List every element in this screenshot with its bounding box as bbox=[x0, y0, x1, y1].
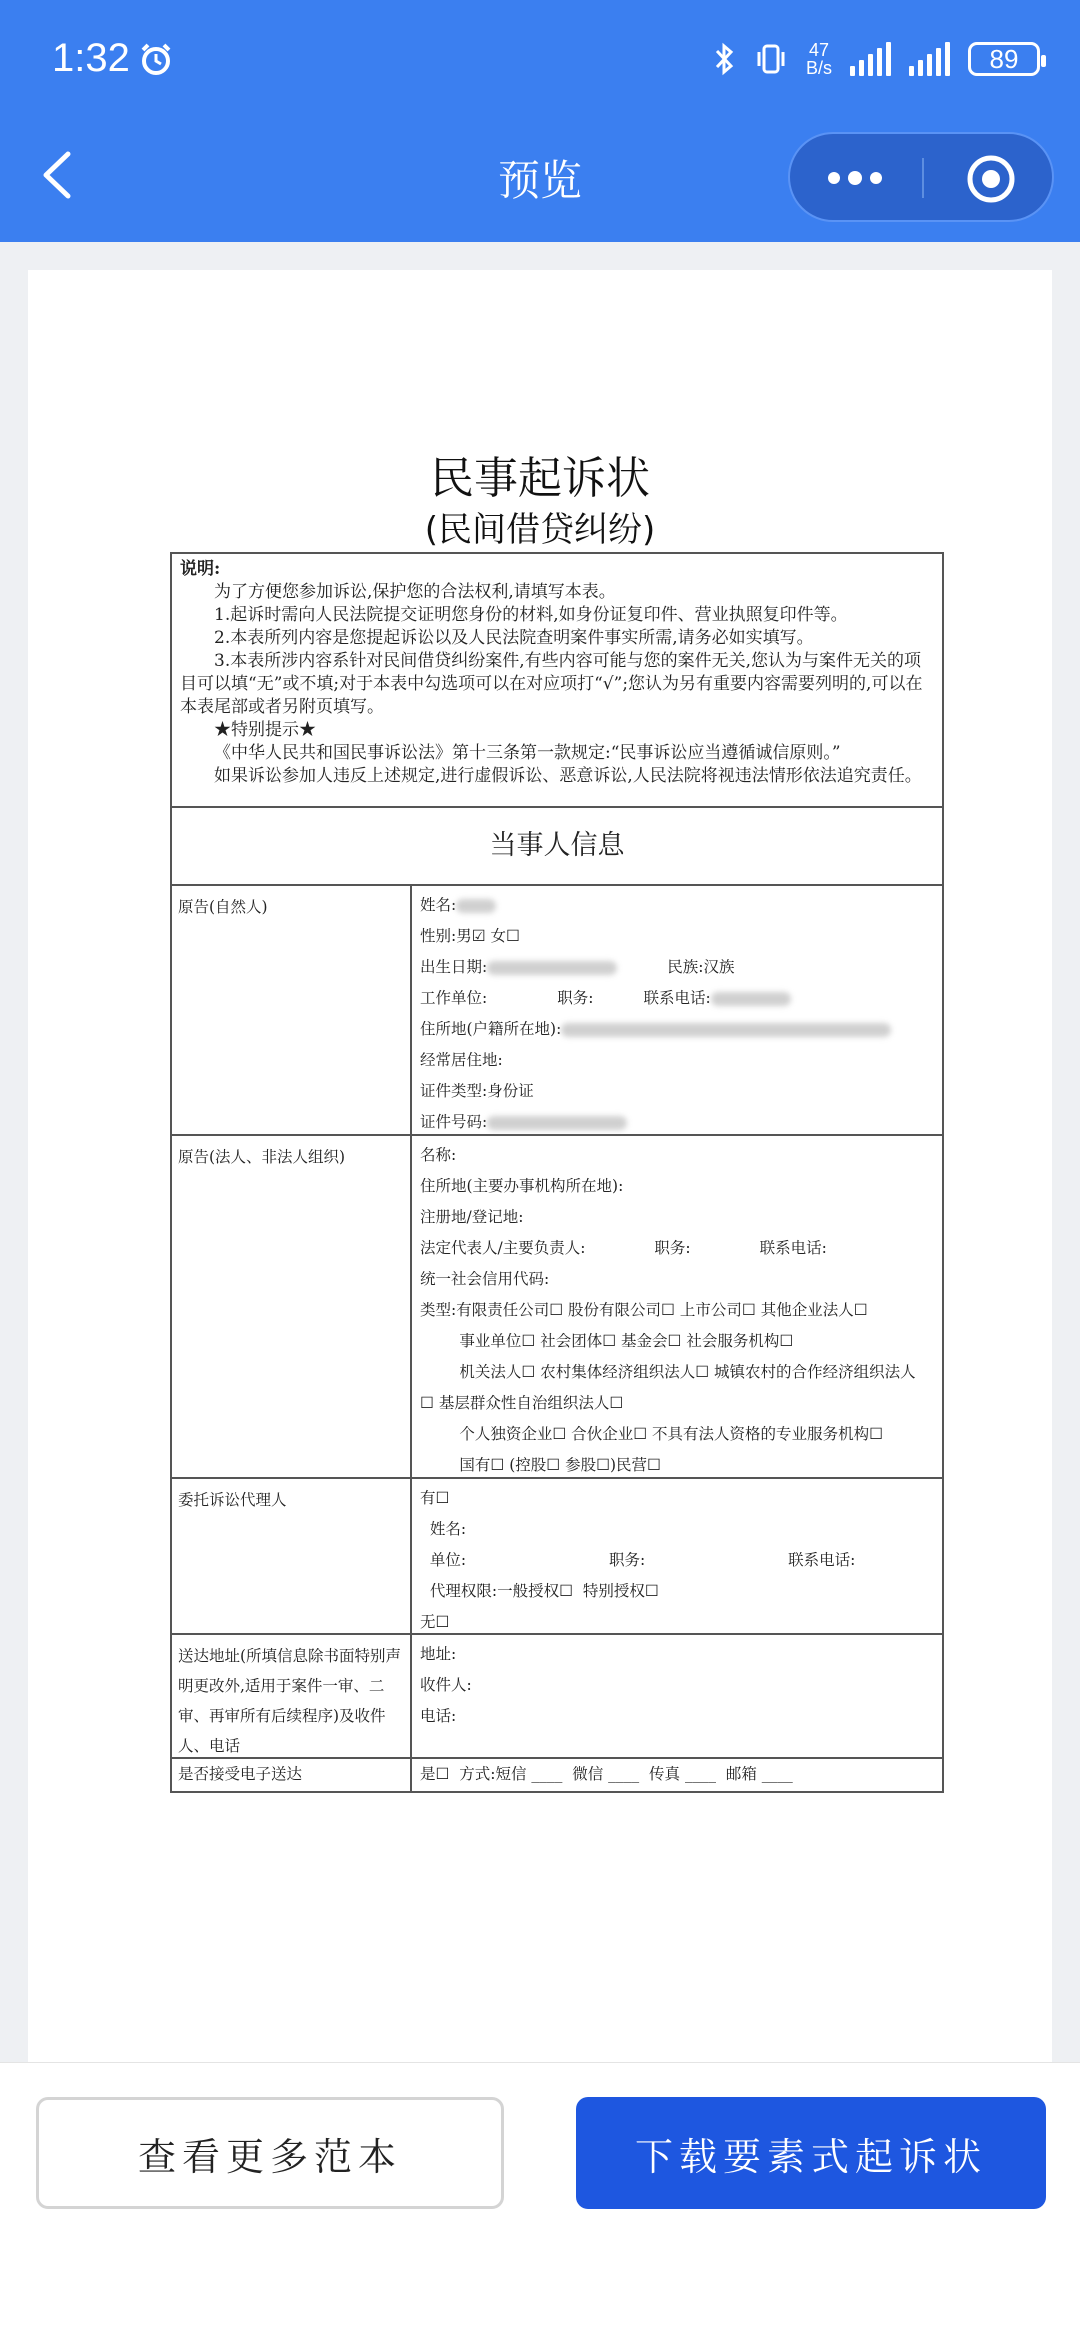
duty-field: 职务: bbox=[557, 989, 594, 1007]
section-title: 当事人信息 bbox=[172, 808, 942, 886]
close-target-icon[interactable] bbox=[966, 154, 1016, 204]
instruction-line: 为了方便您参加诉讼,保护您的合法权利,请填写本表。 bbox=[214, 582, 616, 602]
org-type-field: 国有☐ (控股☐ 参股☐)民营☐ bbox=[420, 1456, 661, 1474]
more-icon[interactable] bbox=[828, 172, 882, 185]
birth-field: 出生日期: bbox=[420, 958, 488, 976]
row-label: 原告(法人、非法人组织) bbox=[172, 1136, 412, 1477]
org-rep-field: 法定代表人/主要负责人: 职务: 联系电话: bbox=[420, 1239, 827, 1257]
row-label: 送达地址(所填信息除书面特别声明更改外,适用于案件一审、二审、再审所有后续程序)及收件人、电话 bbox=[172, 1635, 412, 1757]
vibrate-icon bbox=[754, 42, 788, 76]
row-value bbox=[412, 1635, 942, 1757]
row-label: 原告(自然人) bbox=[172, 886, 412, 1134]
org-register-field: 注册地/登记地: bbox=[420, 1208, 524, 1226]
agent-field: 无☐ bbox=[420, 1613, 450, 1631]
org-type-field: ☐ 基层群众性自治组织法人☐ bbox=[420, 1394, 624, 1412]
delivery-field: 电话: bbox=[420, 1707, 457, 1725]
electronic-field: 是☐ 方式:短信 ____ 微信 ____ 传真 ____ 邮箱 ____ bbox=[420, 1765, 793, 1783]
row-value bbox=[412, 886, 942, 1134]
habitual-field: 经常居住地: bbox=[420, 1051, 503, 1069]
row-agent bbox=[172, 1479, 942, 1635]
mini-program-capsule bbox=[788, 132, 1054, 222]
download-complaint-button[interactable]: 下载要素式起诉状 bbox=[576, 2097, 1046, 2209]
org-type-field: 机关法人☐ 农村集体经济组织法人☐ 城镇农村的合作经济组织法人 bbox=[420, 1363, 916, 1381]
agent-field: 单位: 职务: 联系电话: bbox=[420, 1551, 856, 1569]
id-type-field: 证件类型:身份证 bbox=[420, 1082, 534, 1100]
agent-field: 姓名: bbox=[420, 1520, 467, 1538]
row-value bbox=[412, 1136, 942, 1477]
bottom-action-bar bbox=[0, 2062, 1080, 2332]
row-label: 委托诉讼代理人 bbox=[172, 1479, 412, 1633]
net-speed: 47 B/s bbox=[805, 40, 832, 78]
document-page bbox=[28, 270, 1052, 2064]
agent-field: 代理权限:一般授权☐ 特别授权☐ bbox=[420, 1582, 659, 1600]
instructions bbox=[172, 554, 942, 808]
top-bar bbox=[0, 0, 1080, 242]
delivery-field: 地址: bbox=[420, 1645, 457, 1663]
row-value bbox=[412, 1479, 942, 1633]
ethnic-field: 民族:汉族 bbox=[667, 958, 735, 976]
instruction-line: 如果诉讼参加人违反上述规定,进行虚假诉讼、恶意诉讼,人民法院将视违法情形依法追究责任。 bbox=[214, 766, 922, 786]
document-subtitle: (民间借贷纠纷) bbox=[424, 510, 656, 550]
org-type-field: 个人独资企业☐ 合伙企业☐ 不具有法人资格的专业服务机构☐ bbox=[420, 1425, 883, 1443]
instructions-title: 说明: bbox=[180, 559, 221, 579]
id-number-field: 证件号码: bbox=[420, 1113, 488, 1131]
bluetooth-icon bbox=[714, 42, 736, 76]
form-table bbox=[170, 552, 944, 1793]
delivery-field: 收件人: bbox=[420, 1676, 472, 1694]
org-name-field: 名称: bbox=[420, 1146, 457, 1164]
instruction-line: 《中华人民共和国民事诉讼法》第十三条第一款规定:“民事诉讼应当遵循诚信原则。” bbox=[214, 743, 841, 763]
phone-field: 联系电话: bbox=[643, 989, 711, 1007]
gender-field: 性别:男☑ 女☐ bbox=[420, 927, 520, 945]
alarm-icon bbox=[138, 42, 174, 78]
agent-field: 有☐ bbox=[420, 1489, 450, 1507]
row-value bbox=[412, 1759, 942, 1791]
page-title: 预览 bbox=[497, 156, 582, 205]
view-more-templates-button[interactable]: 查看更多范本 bbox=[36, 2097, 504, 2209]
residence-field: 住所地(户籍所在地): bbox=[420, 1020, 562, 1038]
capsule-divider bbox=[922, 158, 924, 198]
battery-icon: 89 bbox=[968, 42, 1040, 76]
org-address-field: 住所地(主要办事机构所在地): bbox=[420, 1177, 624, 1195]
name-field: 姓名: bbox=[420, 896, 457, 914]
status-time: 1:32 bbox=[52, 36, 130, 80]
instruction-line: 3.本表所涉内容系针对民间借贷纠纷案件,有些内容可能与您的案件无关,您认为与案件无关的项目可以填“无”或不填;对于本表中勾选项可以在对应项打“√”;您认为另有重要内容需要列明的,可以在本表尾部或者另附页填写。 bbox=[180, 651, 923, 717]
org-type-field: 类型:有限责任公司☐ 股份有限公司☐ 上市公司☐ 其他企业法人☐ bbox=[420, 1301, 868, 1319]
row-plaintiff-person bbox=[172, 886, 942, 1136]
document-viewer[interactable] bbox=[0, 242, 1080, 2062]
status-icons bbox=[714, 34, 1040, 84]
org-type-field: 事业单位☐ 社会团体☐ 基金会☐ 社会服务机构☐ bbox=[420, 1332, 794, 1350]
instruction-line: 2.本表所列内容是您提起诉讼以及人民法院查明案件事实所需,请务必如实填写。 bbox=[214, 628, 814, 648]
row-delivery bbox=[172, 1635, 942, 1759]
instruction-line: 1.起诉时需向人民法院提交证明您身份的材料,如身份证复印件、营业执照复印件等。 bbox=[214, 605, 848, 625]
row-label: 是否接受电子送达 bbox=[172, 1759, 412, 1791]
special-notice: ★特别提示★ bbox=[214, 720, 316, 740]
work-field: 工作单位: bbox=[420, 989, 488, 1007]
row-plaintiff-org bbox=[172, 1136, 942, 1479]
signal-2-icon bbox=[909, 42, 950, 76]
row-electronic bbox=[172, 1759, 942, 1791]
document-title: 民事起诉状 bbox=[430, 453, 650, 504]
signal-1-icon bbox=[850, 42, 891, 76]
org-code-field: 统一社会信用代码: bbox=[420, 1270, 550, 1288]
